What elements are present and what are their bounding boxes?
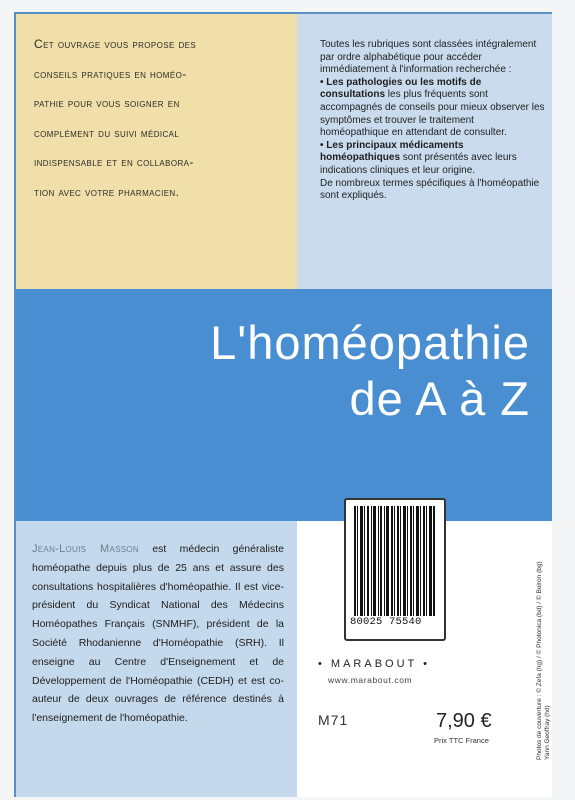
intro-line: pathie pour vous soigner en: [34, 96, 180, 110]
summary-text: [320, 39, 545, 203]
price: 7,90 €: [436, 710, 492, 732]
book-title: [100, 315, 530, 427]
author-bio-text: est médecin généraliste homéopathe depuis plus de 25 ans et assure des consultations hospitalières d'homéopathie. Il est vice-président du Syndicat National des Médecins Homéopathes Français (SNMHF), président de la Société Rhodanienne d'Homéopathie (SRH). Il enseigne au Centre d'Enseignement et de Développement de l'Homéopathie (CEDH) et est co-auteur de deux ouvrages de référence destinés à l'enseignement de l'homéopathie.: [32, 543, 284, 725]
publisher-name: • MARABOUT •: [318, 658, 430, 670]
author-name: Jean-Louis Masson: [32, 543, 140, 555]
credits-line: Yann Geoffray (hd): [544, 705, 551, 760]
summary-paragraph: De nombreux termes spécifiques à l'homéopathie sont expliqués.: [320, 177, 540, 202]
credits-line: Photos de couverture : © Zefa (hg) / © Photonica (bd) / © Boiron (bg): [536, 561, 543, 760]
summary-bullet-medicaments: [320, 140, 545, 178]
bullet-heading: • Les principaux médicaments homéopathiques: [320, 139, 464, 164]
author-bio: [32, 540, 284, 728]
price-note: Prix TTC France: [434, 736, 489, 745]
barcode-icon: [352, 506, 438, 616]
intro-line: indispensable et en collabora-: [34, 155, 194, 169]
intro-line: tion avec votre pharmacien.: [34, 184, 180, 199]
title-line-2: de A à Z: [349, 372, 530, 425]
bullet-text: sont présentés avec leurs indications cliniques et leur origine.: [320, 152, 517, 176]
title-line-1: L'homéopathie: [210, 316, 530, 369]
intro-line: conseils pratiques en homéo-: [34, 66, 187, 81]
bullet-heading: • Les pathologies ou les motifs de consultations: [320, 76, 482, 101]
intro-text: [34, 30, 284, 207]
publisher-website: www.marabout.com: [328, 675, 413, 685]
summary-paragraph: Toutes les rubriques sont classées intégralement par ordre alphabétique pour accéder immédiatement à l'information recherchée :: [320, 39, 537, 76]
barcode-sticker: [344, 498, 446, 641]
bullet-text: les plus fréquents sont accompagnés de conseils pour mieux observer les symptômes et trouver le traitement homéopathique en attendant de consulter.: [320, 89, 545, 139]
catalog-code: M71: [318, 712, 349, 728]
intro-line: complément du suivi médical: [34, 125, 180, 140]
intro-line: Cet ouvrage vous propose des: [34, 37, 197, 51]
summary-bullet-pathologies: [320, 77, 545, 140]
photo-credits: [536, 561, 552, 760]
barcode-number: 80025 75540: [350, 616, 422, 628]
